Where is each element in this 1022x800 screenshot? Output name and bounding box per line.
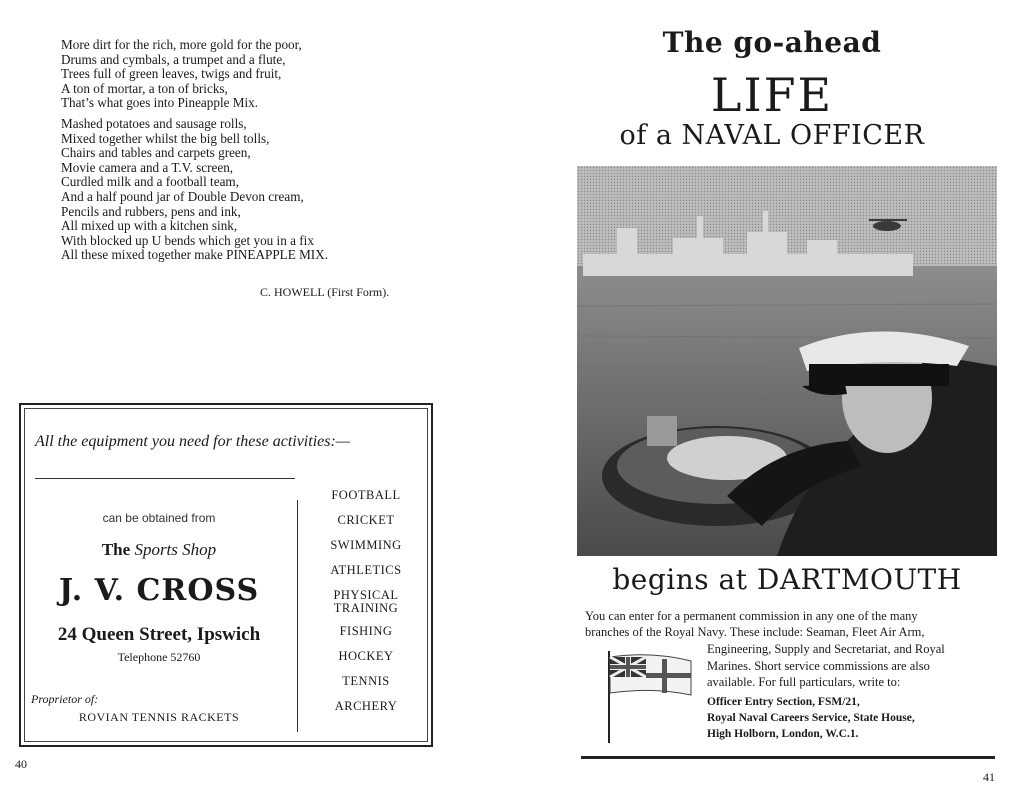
sport-item: FOOTBALL [331, 488, 401, 502]
poem-line: With blocked up U bends which get you in a fix [61, 232, 314, 248]
sport-item: ATHLETICS [330, 563, 402, 577]
contact-address [707, 694, 915, 742]
poem-line: Mixed together whilst the big bell tolls, [61, 130, 270, 146]
poem-stanza-2 [61, 117, 328, 263]
flag-drawing [606, 649, 696, 744]
poem-stanza-1 [61, 38, 328, 111]
poem-line: All mixed up with a kitchen sink, [61, 218, 238, 234]
poem-line: That’s what goes into Pineapple Mix. [61, 95, 259, 111]
sport-item [326, 589, 406, 615]
shop-telephone: Telephone 52760 [117, 650, 201, 664]
recruitment-body-top [585, 608, 990, 640]
ad-headline: All the equipment you need for these activities:— [35, 433, 351, 450]
body-line: You can enter for a permanent commission in any one of the many [585, 609, 918, 623]
address-line: High Holborn, London, W.C.1. [707, 728, 859, 740]
recruitment-body-indented [707, 641, 989, 691]
poem-line: Mashed potatoes and sausage rolls, [61, 115, 247, 131]
shop-title: Sports Shop [134, 540, 217, 559]
sport-item: SWIMMING [330, 538, 402, 552]
poem [61, 38, 328, 269]
sports-shop-advertisement [19, 403, 433, 747]
proprietor-label: Proprietor of: [31, 692, 99, 706]
poem-author: C. HOWELL (First Form). [260, 285, 390, 299]
shop-address: 24 Queen Street, Ipswich [57, 624, 261, 645]
obtained-from-text: can be obtained from [102, 511, 216, 525]
ad-divider [35, 478, 295, 479]
poem-line: Pencils and rubbers, pens and ink, [61, 203, 241, 219]
sport-item: TENNIS [342, 674, 390, 688]
ad-column-divider [297, 500, 298, 732]
white-ensign-flag-icon [606, 649, 696, 744]
body-line: Marines. Short service commissions are also [707, 658, 930, 673]
sport-item: FISHING [339, 624, 393, 638]
poem-line: Movie camera and a T.V. screen, [61, 159, 234, 175]
page-number-left: 40 [15, 757, 27, 771]
poem-line: And a half pound jar of Double Devon cream, [61, 188, 304, 204]
naval-officer-photo [577, 166, 997, 556]
poem-line: Drums and cymbals, a trumpet and a flute, [61, 51, 286, 67]
sport-item: ARCHERY [334, 699, 398, 713]
rackets-brand: ROVIAN TENNIS RACKETS [78, 710, 240, 724]
poem-line: All these mixed together make PINEAPPLE MIX. [61, 247, 329, 263]
poem-line: More dirt for the rich, more gold for the poor, [61, 37, 302, 52]
headline-naval-officer: of a NAVAL OFFICER [619, 120, 925, 151]
address-line: Officer Entry Section, FSM/21, [707, 696, 860, 708]
address-line: Royal Naval Careers Service, State House, [707, 712, 915, 724]
poem-line: Chairs and tables and carpets green, [61, 145, 251, 161]
shop-article: The [101, 540, 131, 559]
headline-dartmouth: begins at DARTMOUTH [612, 563, 962, 596]
poem-line: A ton of mortar, a ton of bricks, [61, 80, 228, 96]
body-line: branches of the Royal Navy. These include: Seaman, Fleet Air Arm, [585, 625, 925, 639]
poem-line: Curdled milk and a football team, [61, 174, 239, 190]
sport-item: CRICKET [337, 513, 395, 527]
sport-item-text: PHYSICAL TRAINING [333, 588, 399, 615]
sport-item: HOCKEY [338, 649, 394, 663]
headline-go-ahead: The go-ahead [662, 26, 882, 59]
headline-life: LIFE [710, 68, 834, 122]
photo-illustration [577, 166, 997, 556]
poem-line: Trees full of green leaves, twigs and fruit, [61, 66, 282, 82]
right-page [511, 0, 1022, 800]
page-number-right: 41 [983, 770, 995, 784]
shop-name [21, 540, 297, 560]
body-line: Engineering, Supply and Secretariat, and Royal [707, 642, 945, 656]
bottom-divider [581, 756, 995, 759]
body-line: available. For full particulars, write to: [707, 675, 901, 689]
owner-name: J. V. CROSS [58, 573, 260, 608]
sports-list [299, 489, 433, 725]
